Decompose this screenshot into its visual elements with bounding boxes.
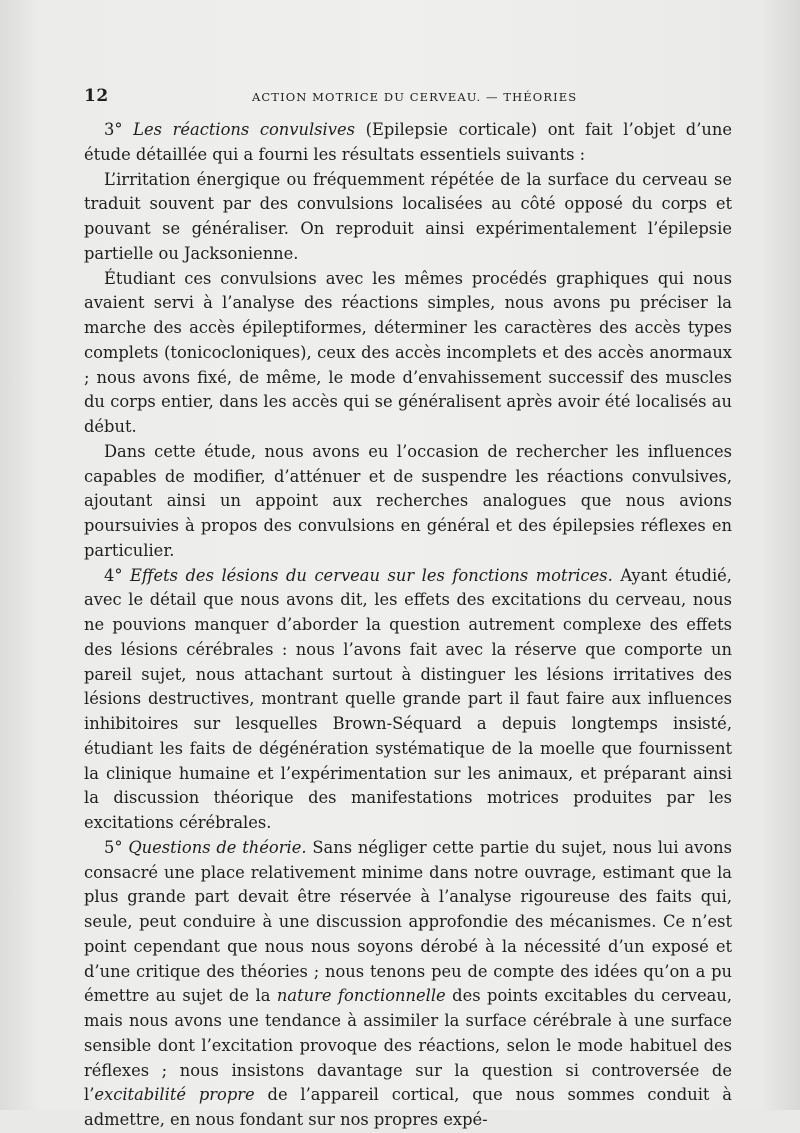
running-head <box>84 86 724 108</box>
paragraph-text: Dans cette étude, nous avons eu l’occasion de rechercher les influences capables de modifier, d’atténuer et de suspendre les réactions convulsives, ajoutant ainsi un appoint aux recherches analogues que nous avions poursuivies à propos des convulsions en général et des épilepsies réflexes en particulier. <box>84 441 732 560</box>
paragraph-text: des points excitables du cerveau, mais nous avons une tendance à assimiler la surface cérébrale à une surface sensible dont l’excitation provoque des réactions, selon le mode habituel des réflexes ; nous insistons davantage sur la question si controversée de l’ <box>84 986 732 1105</box>
section-number: 5° <box>104 837 129 857</box>
paragraph-lesion-effects <box>84 564 732 836</box>
paragraph-convulsive-reactions <box>84 118 732 168</box>
italic-term-nature: nature fonctionnelle <box>276 986 446 1006</box>
page-number: 12 <box>84 86 109 106</box>
section-number: 3° <box>104 120 134 139</box>
paragraph-text: (Epilepsie corticale) ont fait l’objet d’une étude détaillée qui a fourni les résultats essentiels suivants : <box>84 120 732 164</box>
paragraph-text: Ayant étudié, avec le détail que nous avons dit, les effets des excitations du cerveau, nous ne pouvions manquer d’aborder la question autrement complexe des effets des lésions cérébrales : nous l’avons fait avec la réserve que comporte un pareil sujet, nous attachant surtout à distinguer les lésions irritatives des lésions destructives, montrant quelle grande part il faut faire aux influences inhibitoires sur lesquelles Brown-Séquard a depuis longtemps insisté, étudiant les faits de dégénération systématique de la moelle que fournissent la clinique humaine et l’expérimentation sur les animaux, et préparant ainsi la discussion théorique des manifestations motrices produites par les excitations cérébrales. <box>84 565 732 832</box>
section-heading: Effets des lésions du cerveau sur les fonctions motrices. <box>130 565 613 585</box>
paragraph-text: Étudiant ces convulsions avec les mêmes procédés graphiques qui nous avaient servi à l’analyse des réactions simples, nous avons pu préciser la marche des accès épileptiformes, déterminer les caractères des accès types complets (tonicocloniques), ceux des accès incomplets et des accès anormaux ; nous avons fixé, de même, le mode d’envahissement successif des muscles du corps entier, dans les accès qui se généralisent après avoir été localisés au début. <box>84 268 732 436</box>
paragraph-irritation <box>84 168 732 267</box>
paragraph-theory-questions <box>84 836 732 1133</box>
italic-term-excitability: excitabilité propre <box>94 1085 255 1105</box>
paragraph-graphic-study <box>84 267 732 440</box>
paragraph-text: L’irritation énergique ou fréquemment répétée de la surface du cerveau se traduit souvent par des convulsions localisées au côté opposé du corps et pouvant se généraliser. On reproduit ainsi expérimentalement l’épilepsie partielle ou Jacksonienne. <box>84 169 732 263</box>
paragraph-modifying-influences <box>84 440 732 564</box>
body-text <box>84 118 732 1133</box>
section-heading: Les réactions convulsives <box>133 120 355 139</box>
section-number: 4° <box>104 565 131 585</box>
running-head-title: ACTION MOTRICE DU CERVEAU. — THÉORIES <box>252 90 578 104</box>
section-heading: Questions de théorie. <box>128 837 307 857</box>
paragraph-text: Sans négliger cette partie du sujet, nous lui avons consacré une place relativement minime dans notre ouvrage, estimant que la plus grande part devait être réservée à l’analyse rigoureuse des faits qui, seule, peut conduire à une discussion approfondie des mécanismes. Ce n’est point cependant que nous nous soyons dérobé à la nécessité d’un exposé et d’une critique des théories ; nous tenons peu de compte des idées qu’on a pu émettre au sujet de la <box>84 837 732 1006</box>
paragraph-text: de l’appareil cortical, que nous sommes conduit à admettre, en nous fondant sur nos propres expé- <box>84 1085 732 1129</box>
